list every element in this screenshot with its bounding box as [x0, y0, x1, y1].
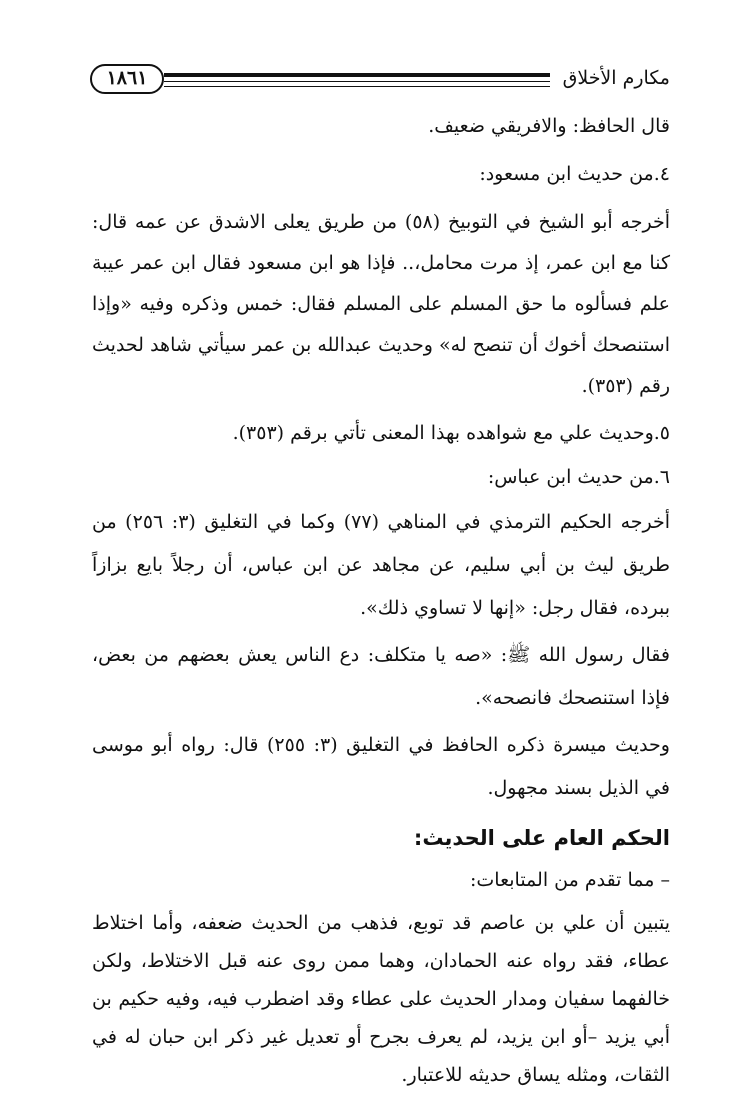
paragraph: أخرجه الحكيم الترمذي في المناهي (٧٧) وكما في التغليق (٣: ٢٥٦) من طريق ليث بن أبي سليم، عن مجاهد عن ابن عباس، أن رجلاً بايع بزازاً ببرده، فقال رجل: «إنها لا تساوي ذلك». — [92, 511, 671, 619]
page-number: ١٨٦١ — [90, 64, 164, 94]
paragraph: يتبين أن علي بن عاصم قد توبع، فذهب من الحديث ضعفه، وأما اختلاط عطاء، فقد رواه عنه الحمادان، وهما ممن روى عنه قبل الاختلاط، ولكن خالفهما سفيان ومدار الحديث على عطاء وقد اضطرب فيه، وفيه حكيم بن أبي يزيد –أو ابن يزيد، لم يعرف بجرح أو تعديل غير ذكر ابن حبان له في الثقات، ومثله يساق حديثه للاعتبار. — [92, 912, 670, 1086]
section-heading: الحكم العام على الحديث: — [413, 826, 670, 850]
paragraph: فقال رسول الله ﷺ: «صه يا متكلف: دع الناس يعش بعضهم من بعض، فإذا استنصحك فانصحه». — [92, 644, 670, 709]
header-rule-thin — [164, 81, 550, 82]
page-body — [92, 108, 670, 1094]
section-item-6: ٦.من حديث ابن عباس: — [487, 466, 670, 488]
paragraph: أخرجه أبو الشيخ في التوبيخ (٥٨) من طريق يعلى الاشدق عن عمه قال: كنا مع ابن عمر، إذ مرت محامل،.. فإذا هو ابن مسعود فقال ابن عمر عيبة علم فسألوه ما حق المسلم على المسلم فقال: خمس وذكره وفيه «وإذا استنصحك أخوك أن تنصح له» وحديث عبدالله بن عمر سيأتي شاهد لحديث رقم (٣٥٣). — [92, 211, 670, 397]
paragraph: قال الحافظ: والافريقي ضعيف. — [428, 115, 670, 137]
book-title: مكارم الأخلاق — [562, 67, 670, 89]
paragraph: وحديث ميسرة ذكره الحافظ في التغليق (٣: ٢٥٥) قال: رواه أبو موسى في الذيل بسند مجهول. — [92, 734, 670, 799]
section-item-4: ٤.من حديث ابن مسعود: — [479, 163, 670, 185]
header-rule-thick — [164, 73, 550, 77]
running-header — [90, 62, 670, 102]
header-rule-thin — [164, 86, 550, 87]
section-item-5: ٥.وحديث علي مع شواهده بهذا المعنى تأتي برقم (٣٥٣). — [232, 422, 670, 444]
paragraph: – مما تقدم من المتابعات: — [470, 869, 670, 891]
